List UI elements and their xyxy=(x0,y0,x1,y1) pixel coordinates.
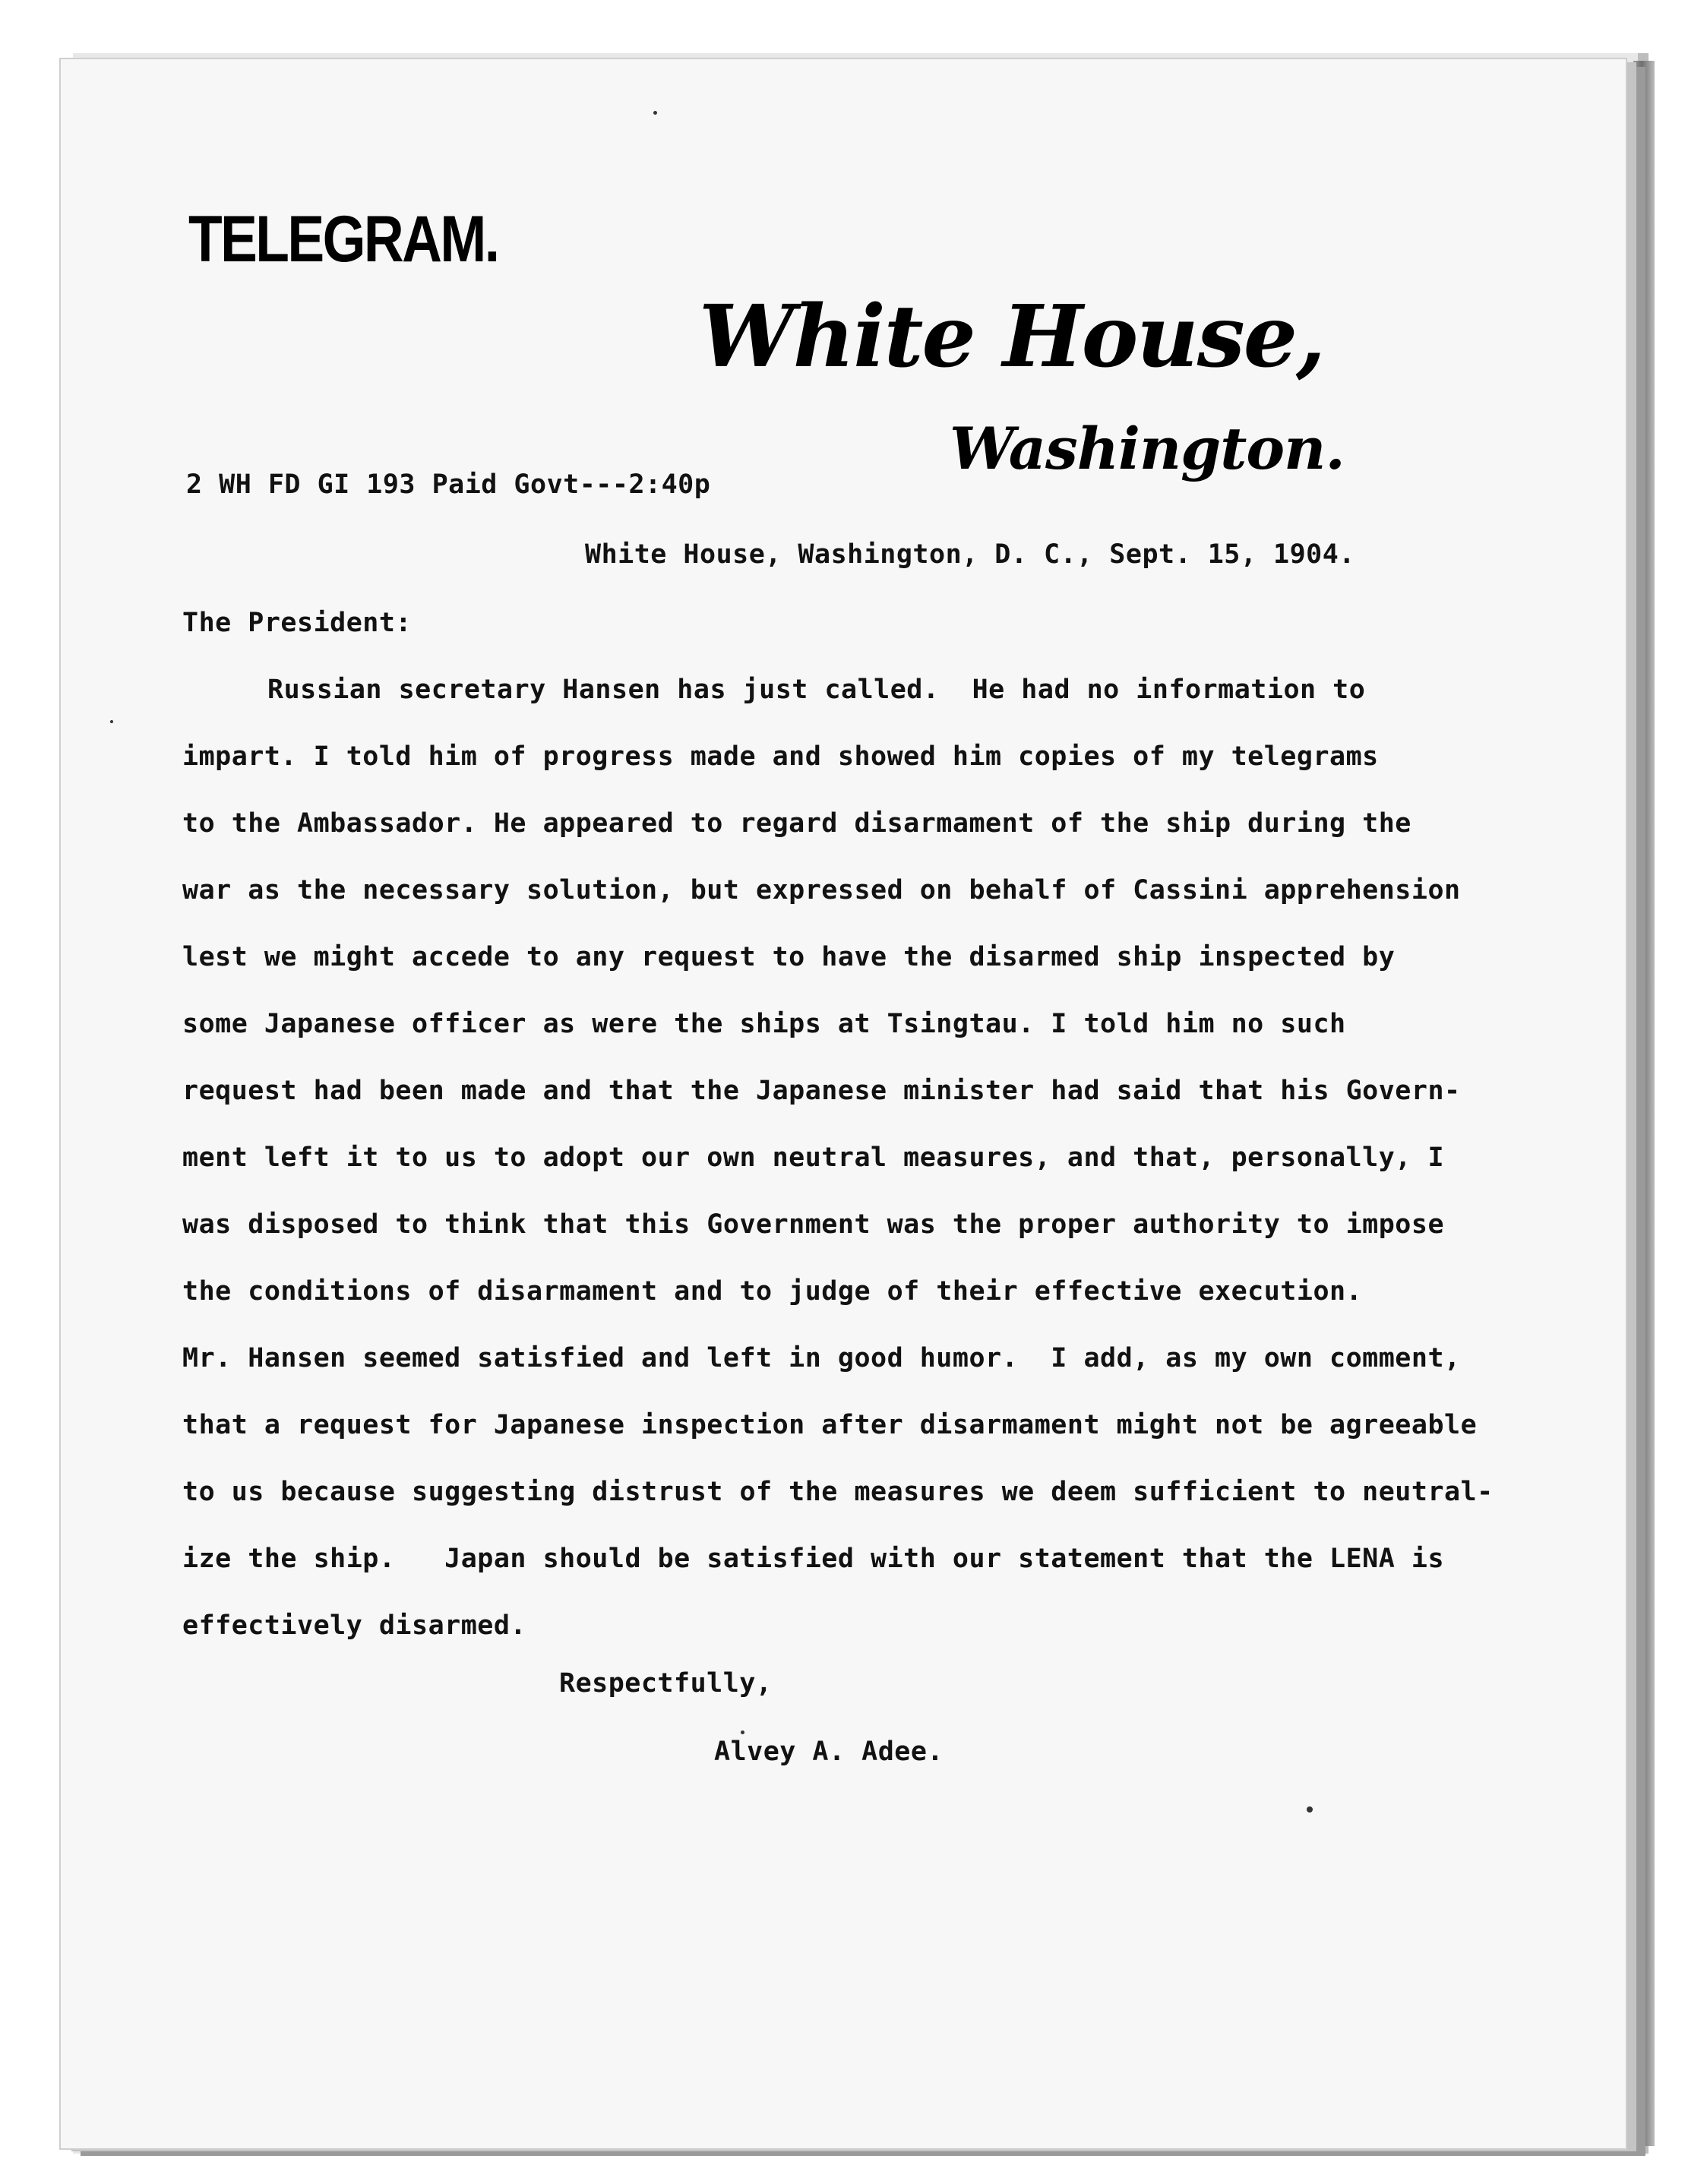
body-line: request had been made and that the Japanese minister had said that his Govern- xyxy=(182,1076,1461,1106)
letterhead-washington: Washington. xyxy=(950,415,1345,482)
salutation: The President: xyxy=(182,608,413,638)
body-line: effectively disarmed. xyxy=(182,1610,527,1641)
ink-speck xyxy=(1307,1806,1313,1813)
body-line: the conditions of disarmament and to judge of their effective execution. xyxy=(182,1276,1363,1307)
dateline: White House, Washington, D. C., Sept. 15, 1904. xyxy=(585,539,1355,570)
body-line: some Japanese officer as were the ships at Tsingtau. I told him no such xyxy=(182,1009,1346,1039)
body-line: lest we might accede to any request to have the disarmed ship inspected by xyxy=(182,942,1396,972)
body-line: Mr. Hansen seemed satisfied and left in good humor. I add, as my own comment, xyxy=(182,1343,1461,1373)
body-line: that a request for Japanese inspection after disarmament might not be agreeable xyxy=(182,1410,1478,1440)
body-line: to the Ambassador. He appeared to regard disarmament of the ship during the xyxy=(182,808,1411,839)
routing-line: 2 WH FD GI 193 Paid Govt---2:40p xyxy=(186,469,711,500)
ink-speck xyxy=(653,111,657,115)
body-line: ment left it to us to adopt our own neutral measures, and that, personally, I xyxy=(182,1143,1445,1173)
body-line: to us because suggesting distrust of the measures we deem sufficient to neutral- xyxy=(182,1477,1494,1507)
closing: Respectfully, xyxy=(559,1668,773,1699)
body-line: ize the ship. Japan should be satisfied with our statement that the LENA is xyxy=(182,1544,1445,1574)
body-line: Russian secretary Hansen has just called. He had no information to xyxy=(267,675,1366,705)
signature: Alvey A. Adee. xyxy=(714,1737,944,1767)
telegram-header: TELEGRAM. xyxy=(188,203,498,276)
letterhead-white-house: White House, xyxy=(699,287,1324,387)
telegram-page xyxy=(61,59,1626,2148)
body-line: impart. I told him of progress made and showed him copies of my telegrams xyxy=(182,741,1379,772)
body-line: was disposed to think that this Government was the proper authority to impose xyxy=(182,1209,1445,1240)
ink-speck xyxy=(741,1730,744,1734)
ink-speck xyxy=(110,720,113,723)
paper-edge xyxy=(1633,61,1655,2146)
body-line: war as the necessary solution, but expressed on behalf of Cassini apprehension xyxy=(182,875,1461,906)
